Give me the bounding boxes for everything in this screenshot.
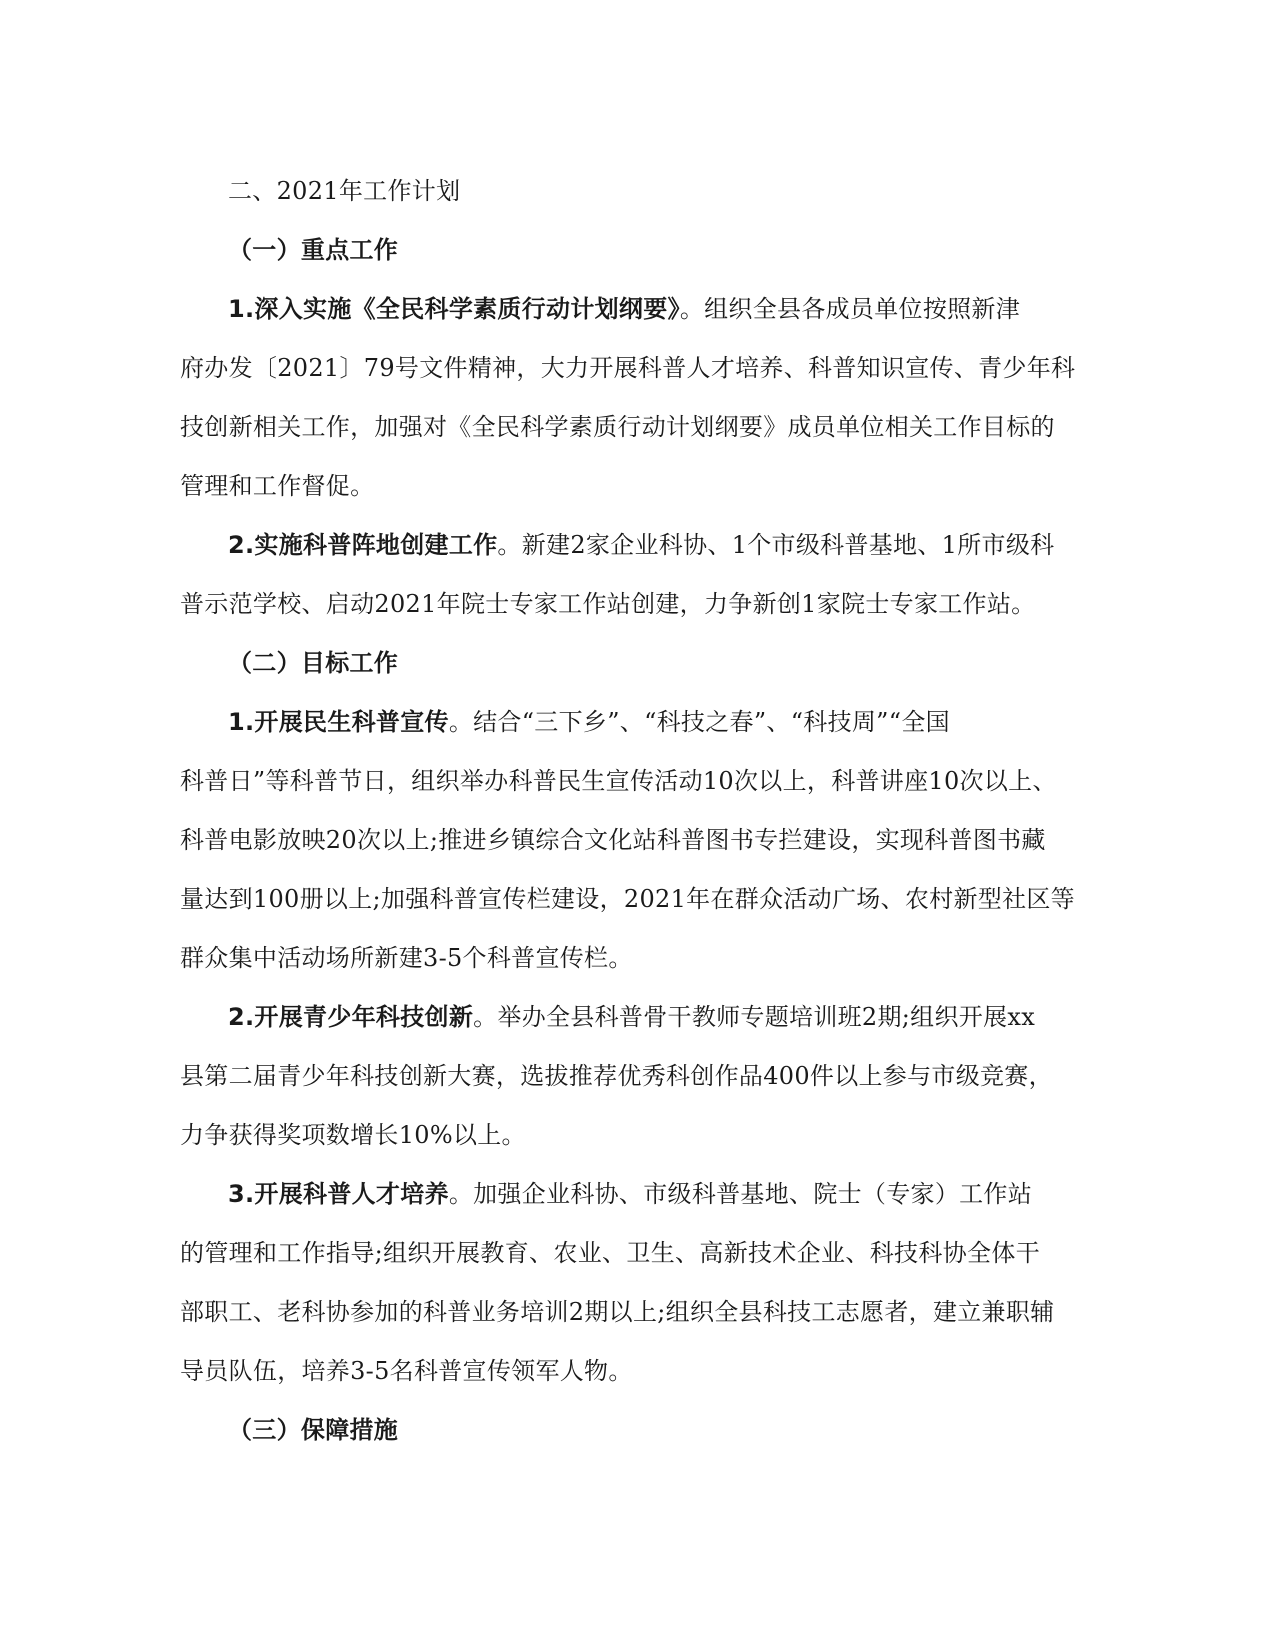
paragraph-lead: 1.开展民生科普宣传 bbox=[228, 708, 449, 736]
section-title: 二、2021年工作计划 bbox=[228, 177, 461, 205]
paragraph-2-1-first-line bbox=[180, 693, 1040, 752]
paragraph-line: 量达到100册以上;加强科普宣传栏建设，2021年在群众活动广场、农村新型社区等 bbox=[180, 885, 1075, 913]
paragraph-line: 部职工、老科协参加的科普业务培训2期以上;组织全县科技工志愿者，建立兼职辅 bbox=[180, 1298, 1055, 1326]
document-body bbox=[180, 162, 1076, 1460]
subsection-heading-1: （一）重点工作 bbox=[228, 236, 399, 264]
paragraph-1-2-first-line bbox=[180, 516, 1055, 575]
paragraph-lead: 2.开展青少年科技创新 bbox=[228, 1003, 474, 1031]
paragraph-2-3-first-line bbox=[180, 1165, 1040, 1224]
paragraph-lead: 2.实施科普阵地创建工作 bbox=[228, 531, 498, 559]
paragraph-line: 群众集中活动场所新建3-5个科普宣传栏。 bbox=[180, 944, 633, 972]
subsection-heading-3: （三）保障措施 bbox=[228, 1416, 399, 1444]
paragraph-line: 府办发〔2021〕79号文件精神，大力开展科普人才培养、科普知识宣传、青少年科 bbox=[180, 354, 1076, 382]
paragraph-2-2-first-line bbox=[180, 988, 1040, 1047]
paragraph-line: 科普电影放映20次以上;推进乡镇综合文化站科普图书专拦建设，实现科普图书藏 bbox=[180, 826, 1046, 854]
paragraph-text: 。加强企业科协、市级科普基地、院士（专家）工作站 bbox=[448, 1180, 1033, 1208]
paragraph-line: 普示范学校、启动2021年院士专家工作站创建，力争新创1家院士专家工作站。 bbox=[180, 590, 1036, 618]
paragraph-line: 管理和工作督促。 bbox=[180, 472, 375, 500]
paragraph-line: 导员队伍，培养3-5名科普宣传领军人物。 bbox=[180, 1357, 633, 1385]
paragraph-line: 力争获得奖项数增长10%以上。 bbox=[180, 1121, 526, 1149]
paragraph-1-1-first-line bbox=[180, 280, 1040, 339]
paragraph-text: 。组织全县各成员单位按照新津 bbox=[679, 295, 1021, 323]
paragraph-lead: 3.开展科普人才培养 bbox=[228, 1180, 449, 1208]
paragraph-text: 。结合“三下乡”、“科技之春”、“科技周”“全国 bbox=[448, 708, 950, 736]
paragraph-line: 科普日”等科普节日，组织举办科普民生宣传活动10次以上，科普讲座10次以上、 bbox=[180, 767, 1057, 795]
paragraph-line: 的管理和工作指导;组织开展教育、农业、卫生、高新技术企业、科技科协全体干 bbox=[180, 1239, 1040, 1267]
paragraph-line: 县第二届青少年科技创新大赛，选拔推荐优秀科创作品400件以上参与市级竞赛， bbox=[180, 1062, 1053, 1090]
paragraph-line: 技创新相关工作，加强对《全民科学素质行动计划纲要》成员单位相关工作目标的 bbox=[180, 413, 1055, 441]
paragraph-lead: 1.深入实施《全民科学素质行动计划纲要》 bbox=[228, 295, 680, 323]
paragraph-text: 。新建2家企业科协、1个市级科普基地、1所市级科 bbox=[497, 531, 1055, 559]
paragraph-text: 。举办全县科普骨干教师专题培训班2期;组织开展xx bbox=[473, 1003, 1036, 1031]
subsection-heading-2: （二）目标工作 bbox=[228, 649, 399, 677]
